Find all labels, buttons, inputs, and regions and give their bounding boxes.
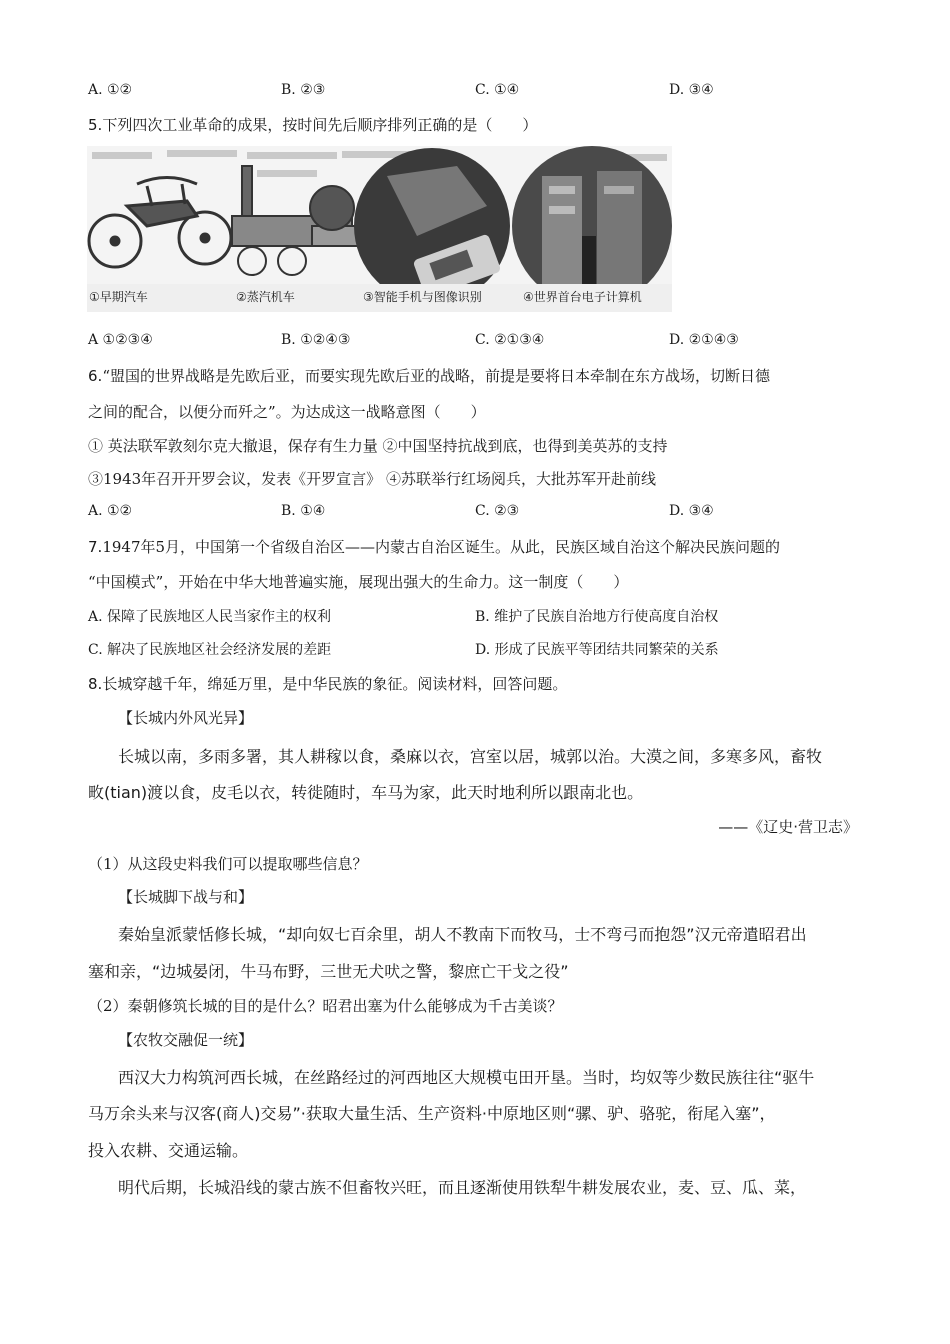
q5-stem: [88, 114, 537, 135]
q5-figure: [87, 146, 672, 312]
q6-items-line1: ① 英法联军敦刻尔克大撤退，保存有生力量 ②中国坚持抗战到底，也得到美英苏的支持: [88, 437, 668, 455]
q5-option-d[interactable]: D. ②①④③: [669, 332, 739, 348]
q8-section2-line1: 秦始皇派蒙恬修长城，“却向奴七百余里，胡人不教南下而牧马，士不弯弓而抱怨”汉元帝遣昭君出: [118, 925, 807, 944]
q5-stem-text: 下列四次工业革命的成果，按时间先后顺序排列正确的是（ ）: [102, 116, 538, 134]
q5-option-a[interactable]: A ①②③④: [88, 332, 153, 348]
q7-option-a[interactable]: A. 保障了民族地区人民当家作主的权利: [88, 609, 332, 625]
q5-caption-1: ①早期汽车: [89, 290, 148, 304]
q6-stem-text: “盟国的世界战略是先欧后亚，而要实现先欧后亚的战略，前提是要将日本牵制在东方战场，切断日德: [102, 367, 770, 385]
q8-number: 8.: [88, 675, 103, 693]
q8-section3-line1: 西汉大力构筑河西长城，在丝路经过的河西地区大规模屯田开垦。当时，均奴等少数民族往往“驱牛: [118, 1068, 815, 1087]
q4-option-a[interactable]: A. ①②: [88, 82, 133, 98]
q8-section3-line2: 马万余头来与汉客(商人)交易”·获取大量生活、生产资料·中原地区则“骡、驴、骆驼，衔尾入塞”，: [88, 1104, 776, 1123]
q5-option-c[interactable]: C. ②①③④: [475, 332, 545, 348]
q5-option-b[interactable]: B. ①②④③: [281, 332, 351, 348]
q8-question1: （1）从这段史料我们可以提取哪些信息？: [88, 855, 368, 873]
q7-option-b[interactable]: B. 维护了民族自治地方行使高度自治权: [475, 609, 719, 625]
early-car-image: [89, 178, 231, 268]
q4-option-b[interactable]: B. ②③: [281, 82, 326, 98]
q5-caption-3: ③智能手机与图像识别: [363, 290, 482, 304]
q8-section3-line4: 明代后期，长城沿线的蒙古族不但畜牧兴旺，而且逐渐使用铁犁牛耕发展农业，麦、豆、瓜、菜，: [118, 1178, 807, 1197]
q5-caption-2: ②蒸汽机车: [236, 290, 295, 304]
q8-section3-line3: 投入农耕、交通运输。: [88, 1141, 249, 1160]
q4-option-c[interactable]: C. ①④: [475, 82, 520, 98]
q8-stem: [88, 673, 567, 694]
q6-number: 6.: [88, 367, 103, 385]
q7-option-d[interactable]: D. 形成了民族平等团结共同繁荣的关系: [475, 642, 719, 658]
q8-question2: （2）秦朝修筑长城的目的是什么？昭君出塞为什么能够成为千古美谈？: [88, 997, 563, 1015]
q8-section2-heading: 【长城脚下战与和】: [118, 888, 254, 906]
q6-option-d[interactable]: D. ③④: [669, 503, 714, 519]
eniac-computer-image: [512, 146, 672, 306]
q8-section2-line2: 塞和亲，“边城晏闭，牛马布野，三世无犬吠之警，黎庶亡干戈之役”: [88, 962, 569, 981]
q8-section1-line1: 长城以南，多雨多署，其人耕稼以食，桑麻以衣，宫室以居，城郭以治。大漠之间，多寒多风，畜牧: [118, 747, 823, 766]
q4-option-d[interactable]: D. ③④: [669, 82, 714, 98]
q6-option-a[interactable]: A. ①②: [88, 503, 133, 519]
q5-caption-4: ④世界首台电子计算机: [523, 290, 642, 304]
q6-stem-line1: [88, 365, 770, 386]
q8-section1-source: ——《辽史·营卫志》: [718, 818, 858, 836]
q6-items-line2: ③1943年召开开罗会议，发表《开罗宣言》 ④苏联举行红场阅兵，大批苏军开赴前线: [88, 470, 656, 488]
q5-number: 5.: [88, 116, 103, 134]
q8-stem-text: 长城穿越千年，绵延万里，是中华民族的象征。阅读材料，回答问题。: [102, 675, 568, 693]
q6-option-b[interactable]: B. ①④: [281, 503, 326, 519]
q7-stem-text: 1947年5月，中国第一个省级自治区——内蒙古自治区诞生。从此，民族区域自治这个解决民族问题的: [102, 538, 781, 556]
q7-stem-line2: “中国模式”，开始在中华大地普遍实施，展现出强大的生命力。这一制度（ ）: [88, 573, 629, 591]
q7-option-c[interactable]: C. 解决了民族地区社会经济发展的差距: [88, 642, 332, 658]
q8-section1-line2: 畋(tian)渡以食，皮毛以衣，转徙随时，车马为家，此天时地利所以跟南北也。: [88, 783, 644, 802]
smartphone-image: [354, 148, 510, 304]
q8-section3-heading: 【农牧交融促一统】: [118, 1031, 254, 1049]
q6-stem-line2: 之间的配合，以便分而歼之”。为达成这一战略意图（ ）: [88, 403, 486, 421]
q8-section1-heading: 【长城内外风光异】: [118, 709, 254, 727]
q7-number: 7.: [88, 538, 103, 556]
q7-stem-line1: [88, 536, 780, 557]
q6-option-c[interactable]: C. ②③: [475, 503, 520, 519]
